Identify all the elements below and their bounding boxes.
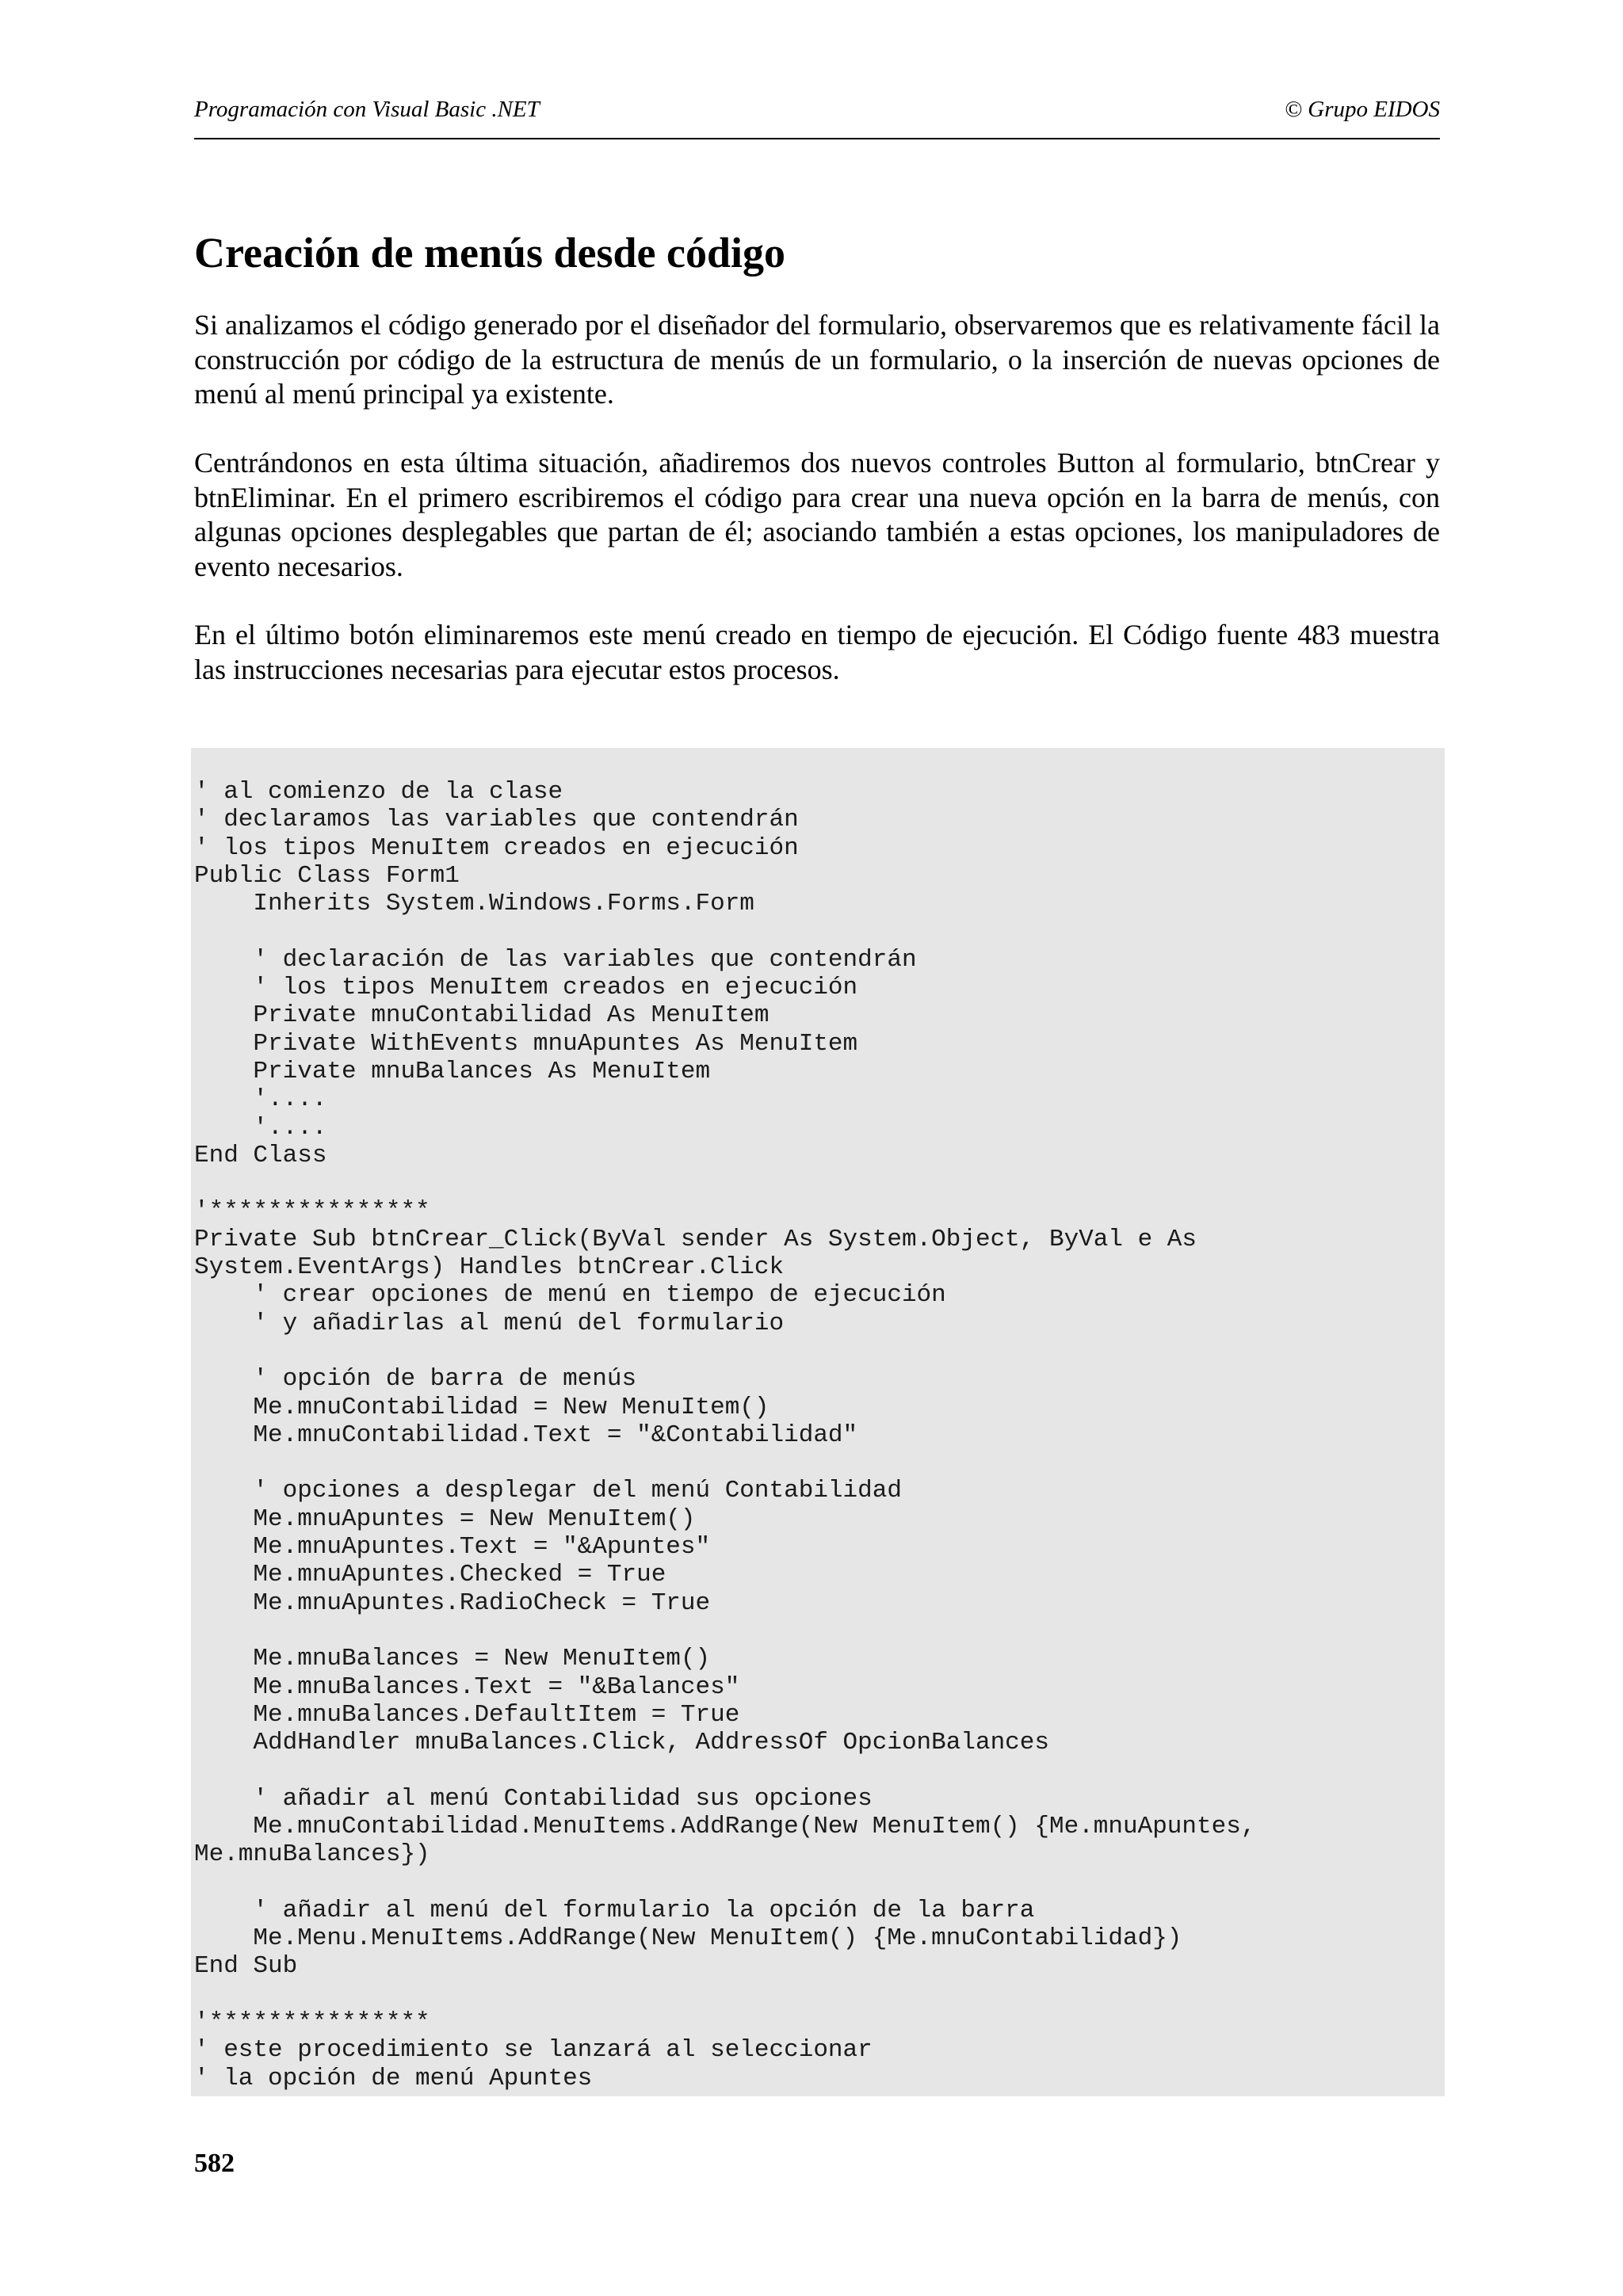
code-listing	[191, 748, 1445, 2096]
paragraph-2: Centrándonos en esta última situación, añadiremos dos nuevos controles Button al formulario, btnCrear y btnEliminar. En el primero escribiremos el código para crear una nueva opción en la barra de menús, con algunas opciones desplegables que partan de él; asociando también a estas opciones, los manipuladores de evento necesarios.	[194, 447, 1440, 582]
code-line: ' declaramos las variables que contendrán	[194, 806, 799, 834]
paragraph-1: Si analizamos el código generado por el diseñador del formulario, observaremos que es relativamente fácil la construcción por código de la estructura de menús de un formulario, o la inserción de nuevas opciones de menú al menú principal ya existente.	[194, 309, 1440, 410]
code-line: '....	[194, 1085, 327, 1114]
code-line: Me.mnuApuntes.Checked = True	[194, 1561, 666, 1589]
code-line	[194, 1617, 1255, 1645]
code-line: Private Sub btnCrear_Click(ByVal sender As System.Object, ByVal e As	[194, 1225, 1197, 1253]
code-line: ' añadir al menú Contabilidad sus opciones	[194, 1784, 873, 1813]
code-line: Me.mnuContabilidad.Text = "&Contabilidad"	[194, 1421, 858, 1449]
code-block	[194, 778, 1255, 2092]
code-line: ' al comienzo de la clase	[194, 778, 563, 806]
code-line	[194, 917, 1255, 945]
code-line: Me.mnuBalances.Text = "&Balances"	[194, 1672, 740, 1701]
code-line: Inherits System.Windows.Forms.Form	[194, 890, 754, 918]
code-line: ' crear opciones de menú en tiempo de ejecución	[194, 1281, 946, 1310]
code-line: '***************	[194, 1197, 430, 1226]
code-line: Me.mnuBalances = New MenuItem()	[194, 1645, 711, 1673]
code-line	[194, 1449, 1255, 1477]
publisher: © Grupo EIDOS	[1284, 97, 1440, 122]
code-line: ' los tipos MenuItem creados en ejecución	[194, 974, 858, 1002]
code-line: Me.mnuApuntes.RadioCheck = True	[194, 1589, 711, 1617]
code-line	[194, 1981, 1255, 2008]
code-line: '***************	[194, 2008, 430, 2037]
paragraph-3: En el último botón eliminaremos este menú creado en tiempo de ejecución. El Código fuente 483 muestra las instrucciones necesarias para ejecutar estos procesos.	[194, 619, 1440, 685]
code-line: Me.mnuBalances.DefaultItem = True	[194, 1700, 740, 1729]
code-line: Me.mnuApuntes = New MenuItem()	[194, 1505, 696, 1533]
code-line: Me.Menu.MenuItems.AddRange(New MenuItem() {Me.mnuContabilidad})	[194, 1924, 1182, 1953]
code-line: ' la opción de menú Apuntes	[194, 2064, 593, 2092]
book-title: Programación con Visual Basic .NET	[194, 97, 540, 122]
code-line: End Class	[194, 1141, 327, 1169]
code-line: ' este procedimiento se lanzará al seleccionar	[194, 2036, 873, 2065]
code-line	[194, 1756, 1255, 1784]
code-line: Private mnuBalances As MenuItem	[194, 1057, 711, 1085]
section-title: Creación de menús desde código	[194, 229, 786, 277]
code-line: End Sub	[194, 1952, 298, 1981]
code-line: ' opciones a desplegar del menú Contabilidad	[194, 1477, 902, 1505]
code-line: ' opción de barra de menús	[194, 1365, 637, 1394]
code-line: AddHandler mnuBalances.Click, AddressOf OpcionBalances	[194, 1729, 1049, 1757]
code-line	[194, 1337, 1255, 1365]
code-line	[194, 1169, 1255, 1197]
page-number: 582	[194, 2149, 235, 2178]
code-line: Me.mnuContabilidad.MenuItems.AddRange(New MenuItem() {Me.mnuApuntes,	[194, 1812, 1256, 1840]
code-line: Me.mnuBalances})	[194, 1840, 430, 1869]
code-line: Private mnuContabilidad As MenuItem	[194, 1001, 769, 1030]
code-line: ' los tipos MenuItem creados en ejecución	[194, 833, 799, 862]
code-line: Me.mnuApuntes.Text = "&Apuntes"	[194, 1533, 711, 1562]
code-line	[194, 1869, 1255, 1897]
code-line: Me.mnuContabilidad = New MenuItem()	[194, 1393, 769, 1421]
code-line: '....	[194, 1113, 327, 1142]
page-header	[194, 97, 1440, 139]
code-line: System.EventArgs) Handles btnCrear.Click	[194, 1253, 785, 1282]
code-line: ' añadir al menú del formulario la opción de la barra	[194, 1896, 1035, 1924]
code-line: ' declaración de las variables que contendrán	[194, 945, 917, 974]
code-line: ' y añadirlas al menú del formulario	[194, 1309, 785, 1337]
code-line: Private WithEvents mnuApuntes As MenuItem	[194, 1029, 858, 1058]
code-line: Public Class Form1	[194, 861, 460, 890]
